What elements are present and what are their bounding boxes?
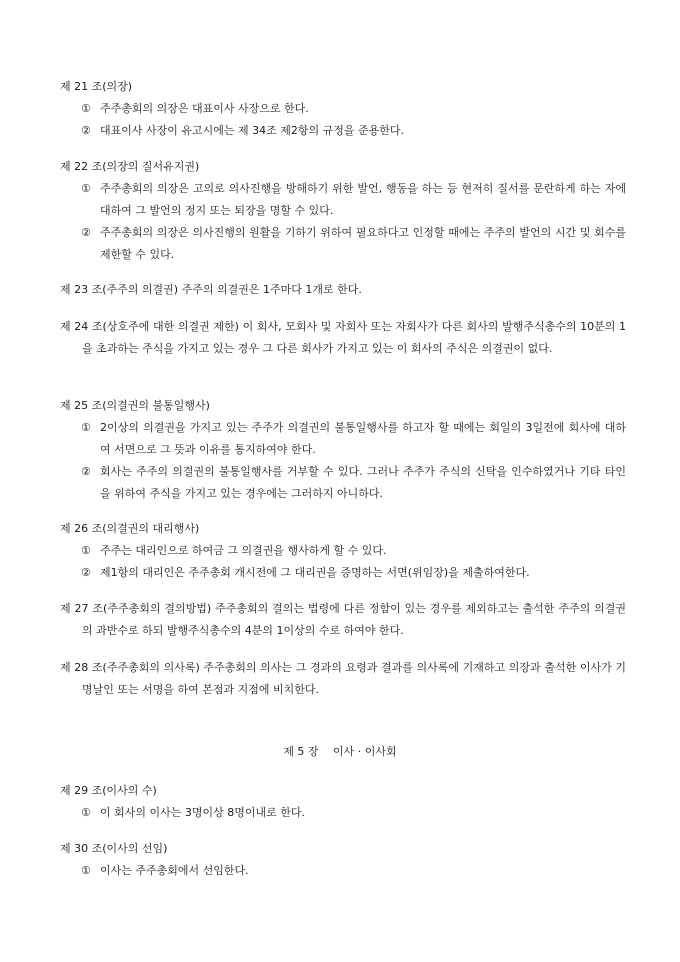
item-number: ① [81,806,91,819]
article-23 [60,279,626,301]
item-text: 제1항의 대리인은 주주총회 개시전에 그 대리권을 증명하는 서면(위임장)을 제출하여한다. [100,566,530,579]
article-text: 제 27 조(주주총회의 결의방법) 주주총회의 결의는 법령에 다른 정함이 있는 경우를 제외하고는 출석한 주주의 의결권의 과반수로 하되 발행주식총수의 4분의 1이상의 수로 하여야 한다. [60,602,626,637]
article-item [60,222,626,266]
article-22 [60,156,626,266]
article-25 [60,395,626,505]
item-number: ① [81,421,91,434]
article-heading: 제 21 조(의장) [60,80,133,93]
article-21 [60,76,626,142]
article-item [60,120,626,142]
item-number: ② [81,226,91,239]
item-text: 주주총회의 의장은 대표이사 사장으로 한다. [100,102,309,115]
article-28 [60,657,626,701]
article-heading: 제 29 조(이사의 수) [60,784,157,797]
item-text: 2이상의 의결권을 가지고 있는 주주가 의결권의 불통일행사를 하고자 할 때에는 회일의 3일전에 회사에 대하여 서면으로 그 뜻과 이유를 통지하여야 한다. [100,421,626,456]
article-text: 제 23 조(주주의 의결권) 주주의 의결권은 1주마다 1개로 한다. [60,283,362,296]
chapter-heading: 제 5 장 이사 · 이사회 [283,745,397,758]
item-number: ② [81,566,91,579]
article-heading: 제 25 조(의결권의 불통일행사) [60,399,210,412]
article-26 [60,518,626,584]
article-heading: 제 26 조(의결권의 대리행사) [60,522,200,535]
article-item [60,178,626,222]
article-item [60,417,626,461]
article-item [60,540,626,562]
article-item [60,98,626,120]
article-item [60,461,626,505]
item-number: ① [81,864,91,877]
article-item [60,562,626,584]
item-text: 대표이사 사장이 유고시에는 제 34조 제2항의 규정을 준용한다. [100,124,404,137]
item-number: ① [81,102,91,115]
article-item [60,860,626,882]
item-number: ② [81,465,91,478]
item-number: ① [81,182,91,195]
article-29 [60,780,626,824]
item-number: ② [81,124,91,137]
article-text: 제 24 조(상호주에 대한 의결권 제한) 이 회사, 모회사 및 자회사 또는 자회사가 다른 회사의 발행주식총수의 10분의 1을 초과하는 주식을 가지고 있는 경우 그 다른 회사가 가지고 있는 이 회사의 주식은 의결권이 없다. [60,320,626,355]
article-27 [60,598,626,642]
article-heading: 제 30 조(이사의 선임) [60,842,168,855]
article-heading: 제 22 조(의장의 질서유지권) [60,160,200,173]
item-number: ① [81,544,91,557]
article-30 [60,838,626,882]
item-text: 주주는 대리인으로 하여금 그 의결권을 행사하게 할 수 있다. [100,544,387,557]
item-text: 주주총회의 의장은 고의로 의사진행을 방해하기 위한 발언, 행동을 하는 등 현저히 질서를 문란하게 하는 자에 대하여 그 발언의 정지 또는 퇴장을 명할 수 있다. [100,182,626,217]
article-24 [60,316,626,360]
item-text: 주주총회의 의장은 의사진행의 원활을 기하기 위하여 필요하다고 인정할 때에는 주주의 발언의 시간 및 회수를 제한할 수 있다. [100,226,626,261]
item-text: 이 회사의 이사는 3명이상 8명이내로 한다. [100,806,305,819]
article-item [60,802,626,824]
item-text: 이사는 주주총회에서 선임한다. [100,864,249,877]
item-text: 회사는 주주의 의결권의 불통일행사를 거부할 수 있다. 그러나 주주가 주식의 신탁을 인수하였거나 기타 타인을 위하여 주식을 가지고 있는 경우에는 그러하지 아니하다. [100,465,626,500]
article-text: 제 28 조(주주총회의 의사록) 주주총회의 의사는 그 경과의 요령과 결과를 의사록에 기재하고 의장과 출석한 이사가 기명날인 또는 서명을 하여 본점과 지점에 비치한다. [60,661,626,696]
